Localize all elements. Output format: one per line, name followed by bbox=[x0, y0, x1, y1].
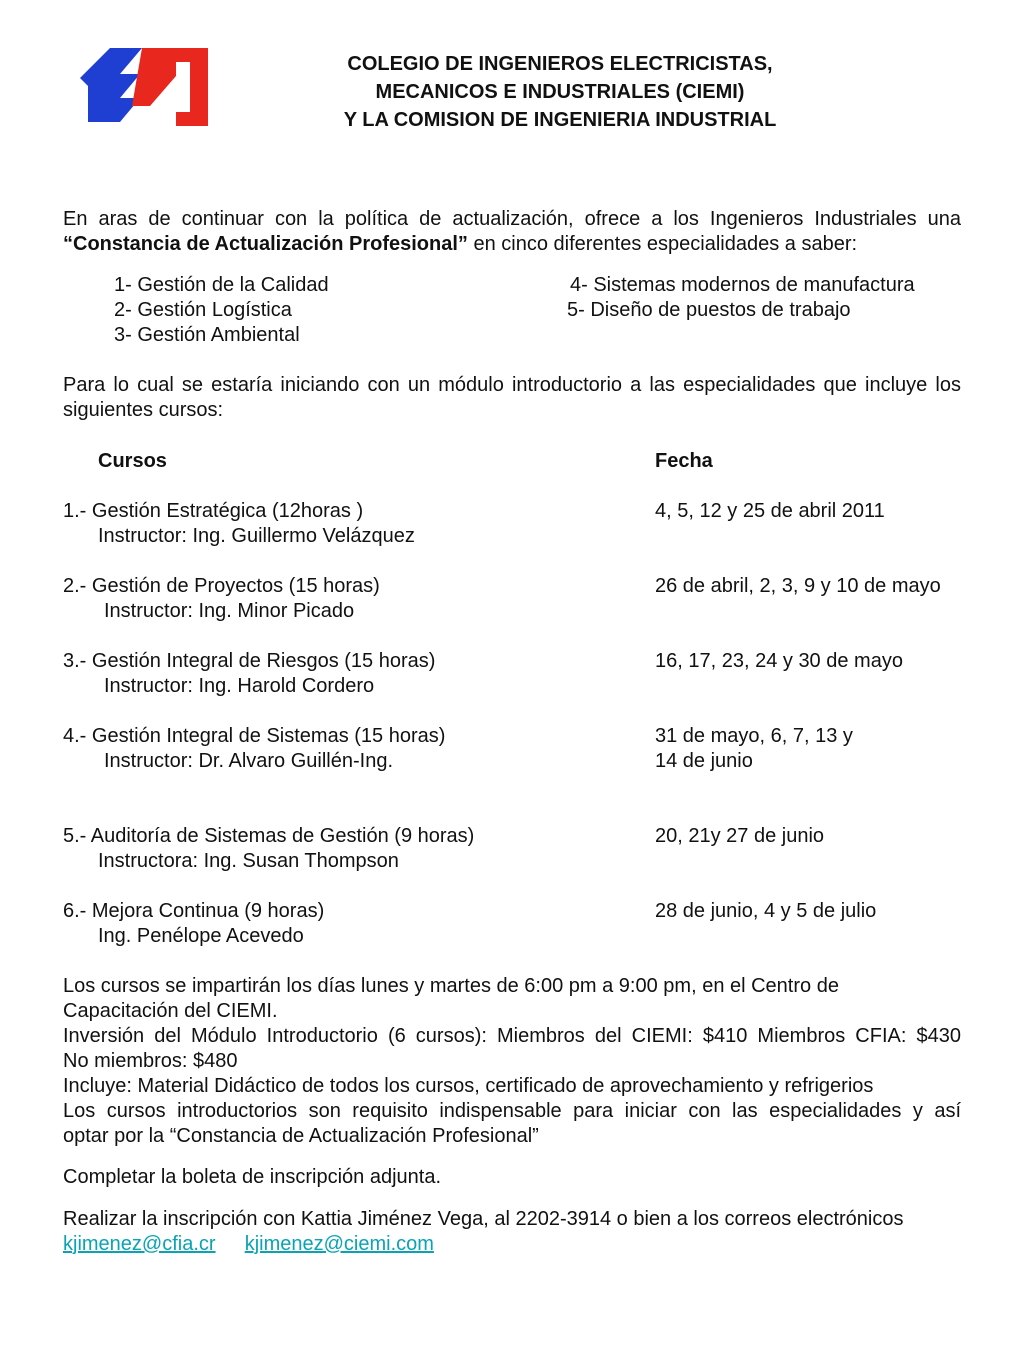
requirement-line: Los cursos introductorios son requisito indispensable para iniciar con las especialidades y así bbox=[63, 1100, 961, 1122]
course-title: 6.- Mejora Continua (9 horas) bbox=[63, 900, 325, 922]
module-line-2: siguientes cursos: bbox=[63, 399, 224, 421]
specialties-right bbox=[567, 273, 915, 323]
intro-line-2-rest: en cinco diferentes especialidades a saber: bbox=[467, 233, 858, 255]
course-instructor: Instructor: Dr. Alvaro Guillén-Ing. bbox=[104, 750, 394, 772]
complete-form-note: Completar la boleta de inscripción adjunta. bbox=[63, 1166, 441, 1188]
module-line-1: Para lo cual se estaría iniciando con un módulo introductorio a las especialidades que incluye los bbox=[63, 374, 961, 396]
info-block bbox=[63, 974, 961, 1149]
header-line-1: COLEGIO DE INGENIEROS ELECTRICISTAS, bbox=[347, 53, 773, 75]
date-header: Fecha bbox=[655, 450, 713, 472]
course-date: 31 de mayo, 6, 7, 13 y bbox=[655, 725, 853, 747]
constancia-title: “Constancia de Actualización Profesional” bbox=[63, 233, 468, 255]
specialties-left bbox=[114, 273, 329, 348]
course-date: 28 de junio, 4 y 5 de julio bbox=[655, 900, 877, 922]
specialty-item: 2- Gestión Logística bbox=[114, 299, 292, 321]
course-title: 4.- Gestión Integral de Sistemas (15 horas) bbox=[63, 725, 446, 747]
schedule-line: Los cursos se impartirán los días lunes y martes de 6:00 pm a 9:00 pm, en el Centro de bbox=[63, 975, 839, 997]
module-paragraph bbox=[63, 373, 961, 423]
document-header bbox=[240, 50, 880, 134]
email-link-cfia[interactable]: kjimenez@cfia.cr bbox=[63, 1233, 216, 1255]
specialty-item: 5- Diseño de puestos de trabajo bbox=[567, 299, 851, 321]
course-instructor: Instructor: Ing. Guillermo Velázquez bbox=[98, 525, 415, 547]
course-title: 3.- Gestión Integral de Riesgos (15 horas) bbox=[63, 650, 436, 672]
course-title: 1.- Gestión Estratégica (12horas ) bbox=[63, 500, 364, 522]
courses-header: Cursos bbox=[98, 450, 167, 472]
intro-line-1: En aras de continuar con la política de actualización, ofrece a los Ingenieros Industriales una bbox=[63, 208, 961, 230]
location-line: Capacitación del CIEMI. bbox=[63, 1000, 278, 1022]
email-link-ciemi[interactable]: kjimenez@ciemi.com bbox=[244, 1233, 434, 1255]
course-instructor: Instructor: Ing. Harold Cordero bbox=[104, 675, 375, 697]
investment-line: Inversión del Módulo Introductorio (6 cursos): Miembros del CIEMI: $410 Miembros CFIA: $430 bbox=[63, 1025, 961, 1047]
course-title: 2.- Gestión de Proyectos (15 horas) bbox=[63, 575, 380, 597]
course-date: 20, 21y 27 de junio bbox=[655, 825, 825, 847]
specialty-item: 3- Gestión Ambiental bbox=[114, 324, 300, 346]
header-line-3: Y LA COMISION DE INGENIERIA INDUSTRIAL bbox=[343, 109, 777, 131]
header-line-2: MECANICOS E INDUSTRIALES (CIEMI) bbox=[375, 81, 745, 103]
contact-line: Realizar la inscripción con Kattia Jiménez Vega, al 2202-3914 o bien a los correos electrónicos bbox=[63, 1208, 904, 1230]
specialty-item: 4- Sistemas modernos de manufactura bbox=[570, 274, 915, 296]
course-instructor: Instructora: Ing. Susan Thompson bbox=[98, 850, 399, 872]
course-date-continued: 14 de junio bbox=[655, 750, 753, 772]
specialty-item: 1- Gestión de la Calidad bbox=[114, 274, 329, 296]
logo-blue-shape bbox=[80, 48, 142, 122]
requirement-line-2: optar por la “Constancia de Actualización Profesional” bbox=[63, 1125, 539, 1147]
course-date: 26 de abril, 2, 3, 9 y 10 de mayo bbox=[655, 575, 941, 597]
intro-paragraph bbox=[63, 207, 961, 257]
course-date: 16, 17, 23, 24 y 30 de mayo bbox=[655, 650, 903, 672]
email-links bbox=[63, 1232, 434, 1257]
logo-red-shape bbox=[132, 48, 208, 126]
course-date: 4, 5, 12 y 25 de abril 2011 bbox=[655, 500, 885, 522]
course-instructor: Instructor: Ing. Minor Picado bbox=[104, 600, 355, 622]
non-members-line: No miembros: $480 bbox=[63, 1050, 238, 1072]
course-instructor: Ing. Penélope Acevedo bbox=[98, 925, 304, 947]
ciemi-logo bbox=[80, 46, 210, 128]
course-title: 5.- Auditoría de Sistemas de Gestión (9 horas) bbox=[63, 825, 475, 847]
includes-line: Incluye: Material Didáctico de todos los cursos, certificado de aprovechamiento y refrigerios bbox=[63, 1075, 874, 1097]
